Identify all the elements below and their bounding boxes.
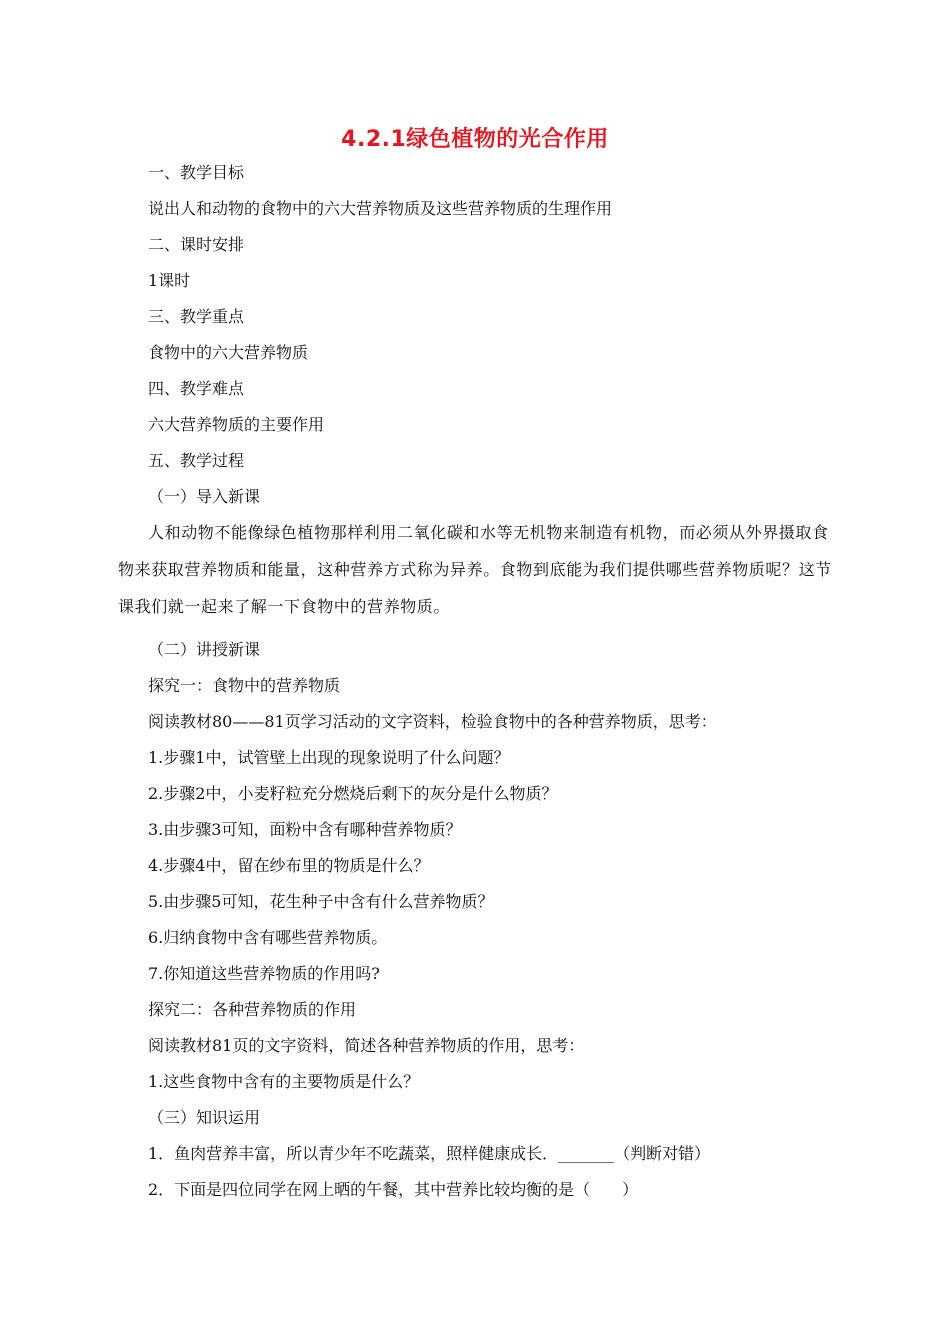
- inquiry2-question: 1.这些食物中含有的主要物质是什么？: [148, 1072, 420, 1091]
- application-heading: （三）知识运用: [148, 1108, 261, 1127]
- inquiry1-question: 2.步骤2中，小麦籽粒充分燃烧后剩下的灰分是什么物质？: [148, 784, 558, 803]
- application-question: 2．下面是四位同学在网上晒的午餐，其中营养比较均衡的是（ ）: [148, 1180, 639, 1199]
- goal-text: 说出人和动物的食物中的六大营养物质及这些营养物质的生理作用: [148, 199, 613, 218]
- inquiry1-question: 6.归纳食物中含有哪些营养物质。: [148, 928, 388, 947]
- inquiry2-intro: 阅读教材81页的文字资料，简述各种营养物质的作用，思考：: [148, 1036, 585, 1055]
- lecture-heading: （二）讲授新课: [148, 640, 261, 659]
- inquiry1-title: 探究一：食物中的营养物质: [148, 676, 341, 695]
- difficulty-text: 六大营养物质的主要作用: [148, 415, 325, 434]
- intro-paragraph: 人和动物不能像绿色植物那样利用二氧化碳和水等无机物来制造有机物，而必须从外界摄取食物来获取营养物质和能量，这种营养方式称为异养。食物到底能为我们提供哪些营养物质呢？这节课我们就一起来了解一下食物中的营养物质。: [118, 523, 832, 616]
- difficulty-heading: 四、教学难点: [148, 379, 245, 398]
- application-question: 1．鱼肉营养丰富，所以青少年不吃蔬菜，照样健康成长．_______（判断对错）: [148, 1144, 711, 1163]
- inquiry1-question: 3.由步骤3可知，面粉中含有哪种营养物质？: [148, 820, 462, 839]
- key-text: 食物中的六大营养物质: [148, 343, 309, 362]
- key-heading: 三、教学重点: [148, 307, 245, 326]
- inquiry1-question: 1.步骤1中，试管壁上出现的现象说明了什么问题？: [148, 748, 510, 767]
- process-heading: 五、教学过程: [148, 451, 245, 470]
- schedule-text: 1课时: [148, 271, 191, 290]
- page-title: 4.2.1绿色植物的光合作用: [341, 127, 609, 152]
- schedule-heading: 二、课时安排: [148, 235, 245, 254]
- inquiry2-title: 探究二：各种营养物质的作用: [148, 1000, 357, 1019]
- goal-heading: 一、教学目标: [148, 163, 245, 182]
- inquiry1-question: 4.步骤4中，留在纱布里的物质是什么？: [148, 856, 430, 875]
- inquiry1-intro: 阅读教材80——81页学习活动的文字资料，检验食物中的各种营养物质，思考：: [148, 712, 717, 731]
- inquiry1-question: 5.由步骤5可知，花生种子中含有什么营养物质？: [148, 892, 494, 911]
- intro-heading: （一）导入新课: [148, 487, 261, 506]
- inquiry1-question: 7.你知道这些营养物质的作用吗?: [148, 964, 380, 983]
